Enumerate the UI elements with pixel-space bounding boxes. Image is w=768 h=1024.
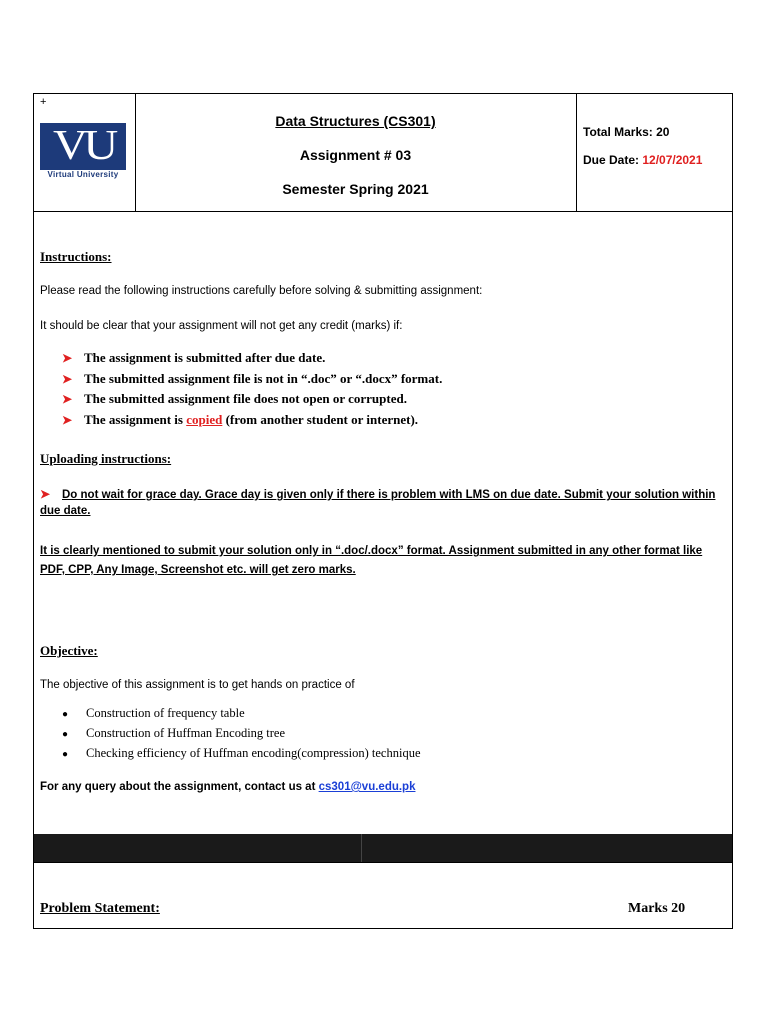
grace-day-note: ➤ Do not wait for grace day. Grace day is given only if there is problem with LMS on due date. Submit your solution within due date. [40,487,716,517]
marks-cell [576,94,732,211]
uploading-heading: Uploading instructions: [40,451,172,466]
problem-marks: Marks 20 [628,901,686,916]
bar-separator [361,834,362,862]
instructions-heading: Instructions: [40,249,112,264]
format-note: It is clearly mentioned to submit your solution only in “.doc/.docx” format. Assignment submitted in any other format like PDF, CPP, Any Image, Screenshot etc. will get zero marks. [40,545,703,576]
credit-line: It should be clear that your assignment will not get any credit (marks) if: [40,320,403,332]
due-date-label: Due Date: [583,153,643,167]
rule-item: ➤ The assignment is submitted after due date. [62,350,326,365]
assignment-number: Assignment # 03 [299,147,412,163]
list-item: ● Construction of frequency table [62,706,245,720]
section-divider-bar [34,834,732,862]
email-link[interactable]: cs301@vu.edu.pk [318,781,416,793]
logo-caption: Virtual University [47,170,119,179]
rule-item: ➤ The submitted assignment file does not open or corrupted. [62,391,407,406]
plus-mark: + [40,96,47,108]
due-date-value: 12/07/2021 [642,153,703,167]
arrow-icon: ➤ [62,413,73,427]
semester: Semester Spring 2021 [282,181,429,197]
arrow-icon: ➤ [40,487,51,501]
vu-logo [40,123,126,170]
contact-line: For any query about the assignment, contact us at cs301@vu.edu.pk [40,781,416,793]
instructions-intro: Please read the following instructions carefully before solving & submitting assignment: [40,285,483,297]
copied-word: copied [186,412,223,427]
arrow-icon: ➤ [62,351,73,365]
bullet-icon: ● [62,709,69,720]
course-title: Data Structures (CS301) [275,113,436,129]
logo-letters: VU [52,123,114,169]
problem-statement-heading: Problem Statement: [40,901,160,916]
assignment-frame [33,93,733,929]
list-item: ● Construction of Huffman Encoding tree [62,726,286,740]
list-item: ● Checking efficiency of Huffman encoding(compression) technique [62,746,421,760]
arrow-icon: ➤ [62,392,73,406]
objective-list [62,706,421,766]
rule-item: ➤ The assignment is copied (from another student or internet). [62,412,419,427]
title-cell [135,94,577,211]
due-date [583,153,702,167]
bullet-icon: ● [62,729,69,740]
header-row [34,94,732,212]
logo-cell [34,94,136,211]
total-marks: Total Marks: 20 [583,125,670,139]
rule-item: ➤ The submitted assignment file is not in “.doc” or “.docx” format. [62,371,443,386]
bullet-icon: ● [62,749,69,760]
arrow-icon: ➤ [62,372,73,386]
objective-intro: The objective of this assignment is to get hands on practice of [40,679,355,691]
objective-heading: Objective: [40,643,98,658]
divider-line [34,862,732,863]
